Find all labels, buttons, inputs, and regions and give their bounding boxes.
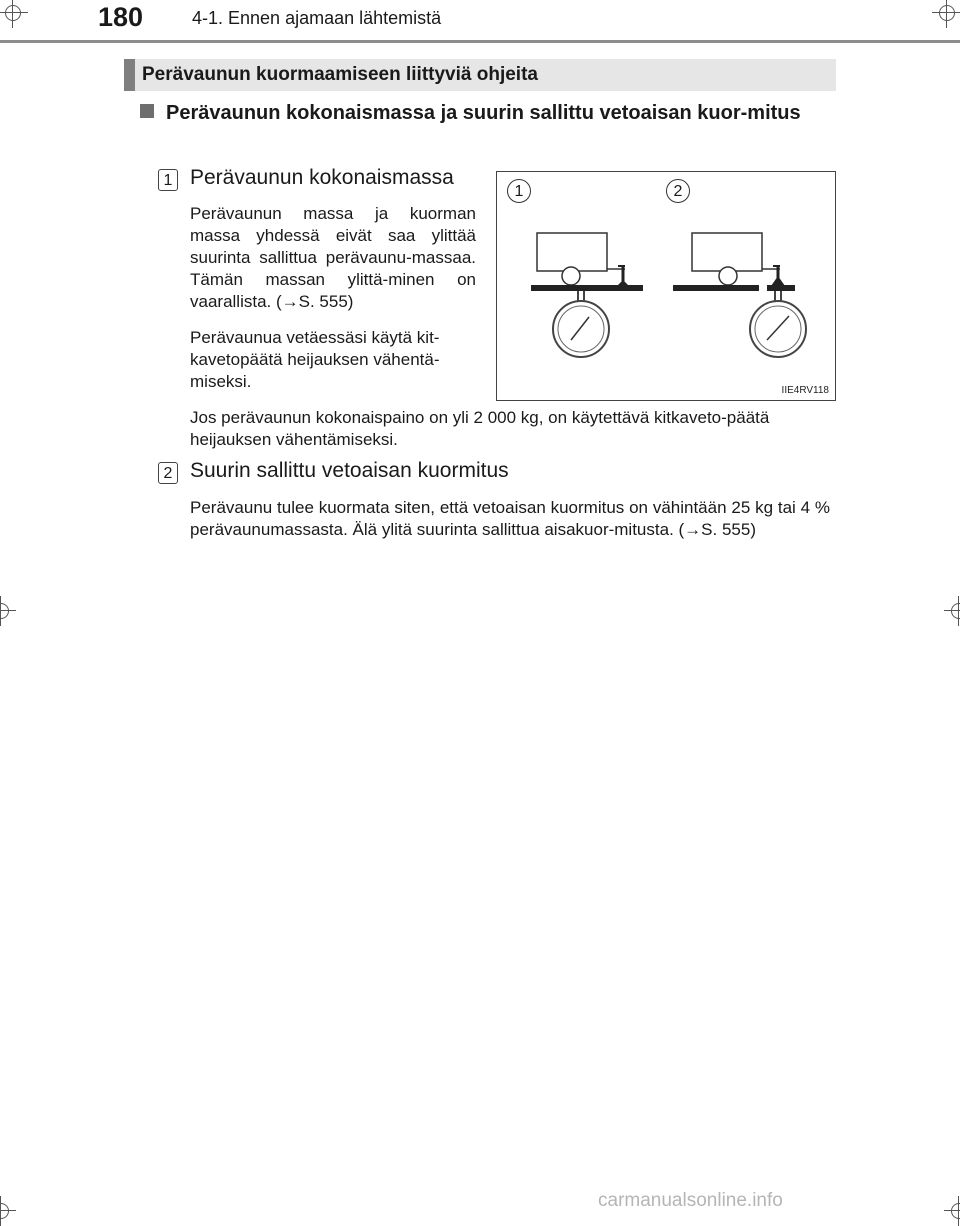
trailer-scales-diagram xyxy=(497,172,835,400)
item-paragraph: Perävaunu tulee kuormata siten, että vetoaisan kuormitus on vähintään 25 kg tai 4 % perävaunumassasta. Älä ylitä suurinta sallittua aisakuor-mitusta. (→S. 555) xyxy=(190,498,830,539)
item-title: Suurin sallittu vetoaisan kuormitus xyxy=(190,459,509,482)
item-paragraph: Jos perävaunun kokonaispaino on yli 2 000 kg, on käytettävä kitkaveto-päätä heijauksen vähentämiseksi. xyxy=(190,408,770,449)
registration-mark-middle-right xyxy=(944,596,960,626)
figure-label-1: 1 xyxy=(507,179,531,203)
figure-id: IIE4RV118 xyxy=(781,385,829,396)
registration-mark-middle-left xyxy=(0,596,16,626)
item-paragraph: Perävaunua vetäessäsi käytä kit-kavetopäätä heijauksen vähentä-miseksi. xyxy=(190,328,440,391)
running-head: 4-1. Ennen ajamaan lähtemistä xyxy=(192,8,442,28)
figure-label-2: 2 xyxy=(666,179,690,203)
page-number: 180 xyxy=(98,2,144,32)
trailer-weight-illustration xyxy=(496,171,836,401)
footer-watermark: carmanualsonline.info xyxy=(598,1190,783,1211)
item-number-box: 2 xyxy=(158,462,178,484)
registration-mark-top-left xyxy=(0,0,28,28)
item-paragraph: Perävaunun massa ja kuorman massa yhdessä eivät saa ylittää suurinta sallittua perävaunu-massaa. Tämän massan ylittä-minen on vaarallista. (→S. 555) xyxy=(190,204,476,311)
subsection-heading-text: Perävaunun kokonaismassa ja suurin sallittu vetoaisan kuor-mitus xyxy=(166,102,801,124)
section-title: Perävaunun kuormaamiseen liittyviä ohjeita xyxy=(142,64,538,85)
square-bullet-icon xyxy=(140,104,154,118)
header-rule xyxy=(0,40,960,43)
registration-mark-bottom-right xyxy=(944,1196,960,1226)
registration-mark-bottom-left xyxy=(0,1196,16,1226)
subsection-heading xyxy=(140,98,830,129)
registration-mark-top-right xyxy=(932,0,960,28)
item-title: Perävaunun kokonaismassa xyxy=(190,166,454,189)
item-number-box: 1 xyxy=(158,169,178,191)
